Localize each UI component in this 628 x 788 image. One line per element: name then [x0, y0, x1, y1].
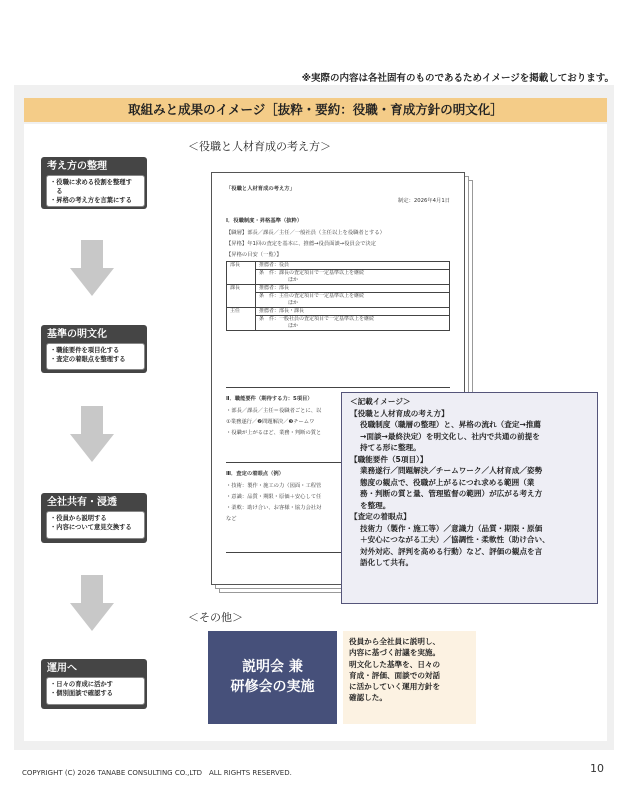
doc-line: ・意識：品質・期限・原価＋安心して任 [226, 494, 322, 500]
callout-line: 技術力（製作・施工等）／意識力（品質・期限・原価 [360, 523, 543, 533]
callout-line: →面談→最終決定）を明文化し、社内で共通の前提を [360, 431, 540, 441]
table-row [227, 277, 450, 285]
copyright-footer: COPYRIGHT (C) 2026 TANABE CONSULTING CO.,LTD ALL RIGHTS RESERVED. [22, 769, 292, 777]
section-heading-other: ＜その他＞ [188, 611, 243, 624]
callout-subheading: 【査定の着眼点】 [350, 512, 411, 521]
flow-step-box [46, 677, 145, 705]
callout-line: 役職制度（職層の整理）と、昇格の流れ（査定→推薦 [360, 420, 542, 429]
table-cell: 推薦者：部長 [256, 285, 450, 293]
flow-step-box [46, 175, 145, 207]
flow-bullet: ・役員から説明する [50, 515, 107, 522]
callout-line: 業務遂行／問題解決／チームワーク／人材育成／姿勢 [360, 466, 543, 475]
section-heading-policy: ＜役職と人材育成の考え方＞ [188, 140, 331, 153]
flow-bullet: ・昇格の考え方を言葉にする [50, 197, 132, 204]
arrow-down-icon [70, 575, 114, 631]
flow-step-title: 運用へ [47, 663, 77, 674]
doc-line: 【職層】部長／課長／主任／一般社員（主任以上を役職者とする） [226, 230, 385, 236]
briefing-line: 育成・評価、面談での対話 [349, 670, 441, 680]
flow-step-3 [41, 493, 147, 543]
doc-line: ・柔軟：助け合い、お客様・協力会社対 [226, 505, 322, 511]
briefing-box-line: 説明会 兼 [242, 659, 303, 675]
doc-line: ・部長／課長／主任＝役職者ごとに、以 [226, 408, 322, 414]
table-cell: ほか [256, 277, 450, 285]
table-cell: 推薦者：役員 [256, 262, 450, 270]
briefing-line: 明文化した基準を、日々の [349, 659, 441, 669]
doc-line: 【昇格】年1回の査定を基本に、推薦→役員面談→役員会で決定 [226, 241, 376, 247]
flow-bullet: る [50, 188, 63, 195]
briefing-line: 確認した。 [349, 693, 387, 703]
table-cell-role: 課長 [227, 285, 256, 308]
flow-step-title: 基準の明文化 [47, 329, 107, 340]
briefing-box [208, 631, 337, 724]
arrow-down-icon [70, 240, 114, 296]
flow-step-title: 考え方の整理 [47, 161, 107, 172]
briefing-description [343, 631, 476, 724]
flow-step-box [46, 343, 145, 370]
callout-line: ＋安心につながる工夫）／協調性・柔軟性（助け合い、 [360, 535, 550, 544]
briefing-line: 役員から全社員に説明し、 [349, 637, 441, 646]
doc-line: など [226, 516, 237, 522]
flow-bullet: ・査定の着眼点を整理する [50, 356, 126, 363]
flow-step-title: 全社共有・浸透 [47, 497, 117, 508]
callout-line: 語化して共有。 [360, 558, 414, 567]
table-cell: ほか [256, 323, 450, 331]
flow-bullet: ・職能要件を項目化する [50, 347, 120, 354]
table-cell-role: 主任 [227, 308, 256, 331]
callout-line: を整理。 [360, 500, 391, 510]
callout-subheading: 【役職と人材育成の考え方】 [350, 408, 449, 418]
callout-line: 持てる形に整理。 [360, 443, 421, 452]
doc-section-1: Ⅰ．役職制度・昇格基準（抜粋） [226, 218, 303, 224]
table-row [227, 300, 450, 308]
doc-line: 【昇格の目安（一覧）】 [226, 252, 282, 258]
doc-line: ・技術：製作・施工の力（図面・工程管 [226, 483, 322, 489]
table-row [227, 316, 450, 324]
briefing-line: 内容に基づく討議を実施。 [349, 648, 441, 658]
flow-bullet: ・個別面談で確認する [50, 690, 113, 697]
table-row [227, 270, 450, 278]
callout-box [341, 392, 598, 604]
arrow-down-icon [70, 406, 114, 462]
table-cell: 推薦者：部長・課長 [256, 308, 450, 316]
doc-line: ・役職が上がるほど、業務・判断の質と [226, 430, 322, 436]
callout-subheading: 【職能要件（5項目）】 [350, 454, 428, 464]
page-title: 取組みと成果のイメージ［抜粋・要約：役職・育成方針の明文化］ [24, 98, 607, 122]
table-row [227, 308, 450, 316]
divider [226, 387, 450, 388]
briefing-box-line: 研修会の実施 [230, 679, 315, 695]
flow-bullet: ・役職に求める役割を整理す [50, 179, 132, 186]
table-cell: ほか [256, 300, 450, 308]
table-row [227, 262, 450, 270]
doc-section-3: Ⅲ．査定の着眼点（例） [226, 471, 284, 477]
callout-line: 対外対応、評判を高める行動）など、評価の観点を言 [360, 546, 543, 556]
callout-heading: ＜記載イメージ＞ [350, 397, 411, 406]
doc-line: ①業務遂行／❷問題解決／❸チームワ [226, 419, 315, 425]
flow-step-4 [41, 659, 147, 709]
flow-step-box [46, 511, 145, 539]
briefing-line: に活かしていく運用方針を [349, 682, 441, 692]
table-cell: 条 件：課長の査定項目で一定基準以上を継続 [256, 270, 450, 278]
table-cell: 条 件：主任の査定項目で一定基準以上を継続 [256, 293, 450, 301]
table-row [227, 293, 450, 301]
promotion-table [226, 261, 450, 331]
doc-date: 制定：2026年4月1日 [397, 198, 450, 204]
doc-title: 「役職と人材育成の考え方」 [226, 186, 295, 192]
flow-step-1 [41, 157, 147, 209]
table-cell: 条 件：一般社員の査定項目で一定基準以上を継続 [256, 316, 450, 324]
flow-step-2 [41, 325, 147, 373]
flow-bullet: ・日々の育成に活かす [50, 681, 113, 688]
callout-line: 務・判断の質と量、管理監督の範囲）が広がる考え方 [360, 489, 543, 498]
flow-bullet: ・内容について意見交換する [50, 524, 132, 531]
notice-text: ※実際の内容は各社固有のものであるためイメージを掲載しております。 [301, 73, 614, 84]
table-row [227, 323, 450, 331]
table-row [227, 285, 450, 293]
page-number: 10 [590, 762, 604, 775]
table-cell-role: 部長 [227, 262, 256, 285]
doc-section-2: Ⅱ．職能要件（期待する力：5項目） [226, 396, 313, 402]
callout-line: 態度の観点で、役職が上がるにつれ求める範囲（業 [360, 477, 535, 487]
